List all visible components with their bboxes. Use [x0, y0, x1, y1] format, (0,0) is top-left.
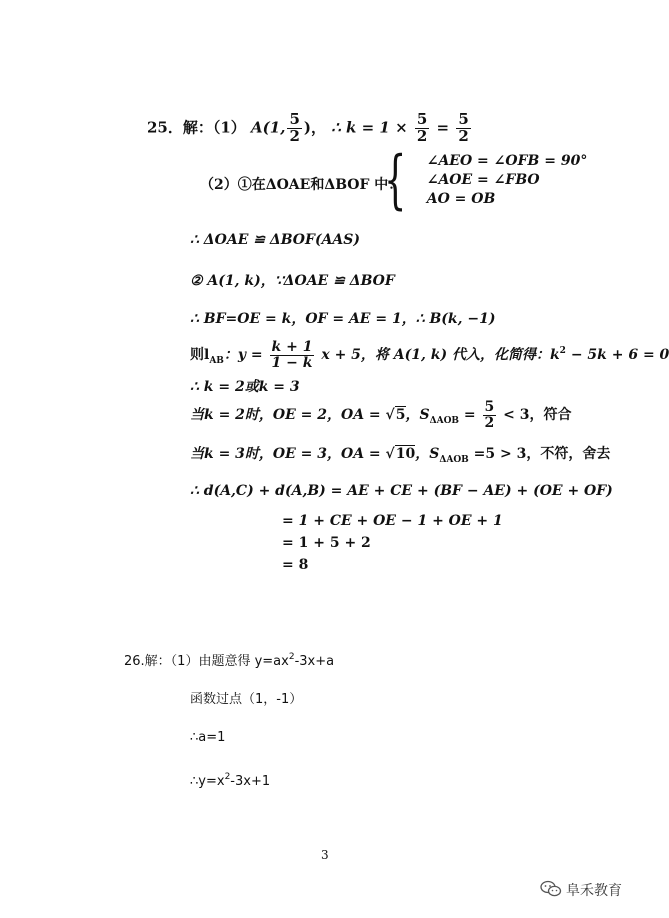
condition-system: [384, 143, 588, 217]
q25-point-a: A(1,: [251, 118, 286, 137]
q25-k-expression: ∴ k = 1 ×: [331, 118, 408, 137]
condition-angle-right: ∠AEO = ∠OFB = 90°: [426, 153, 588, 169]
fraction: $\frac{5}{2}$: [416, 110, 428, 145]
part2-step2: ② A(1, k)，∵ΔOAE ≌ ΔBOF: [190, 273, 395, 289]
brace-icon: {: [384, 143, 407, 217]
line-ab-equation: 则$l_{AB}$：y = $\frac{k + 1}{1 - k}$ x + 5，将 A(1, k) 代入，化简得：$k^2 - 5k + 6 = 0$: [190, 339, 669, 371]
bf-oe-line: ∴ BF=OE = k，OF = AE = 1，∴ B(k, −1): [190, 311, 496, 327]
q26-line-2: 函数过点（1，-1）: [190, 692, 303, 707]
case-k2: 当k = 2时，OE = 2，OA = √5，$S_{\Delta AOB}$ = $\frac{5}{2}$ < 3，符合: [190, 399, 572, 431]
distance-step-2: = 1 + 5 + 2: [282, 535, 371, 551]
case-k3: 当k = 3时，OE = 3，OA = √10，$S_{\Delta AOB} =5 > 3$，不符，舍去: [190, 446, 611, 465]
page-number: 3: [321, 848, 329, 862]
q26-line-4: $\therefore y=x^2-3x+1$: [190, 772, 271, 789]
q26-line-1: 26.解：（1）由题意得 $y=ax^2-3x+a$: [124, 652, 335, 669]
fraction: $\frac{5}{2}$: [289, 110, 300, 145]
sqrt-icon: √: [385, 446, 395, 462]
q25-part1-line: 25．解：（1） A(1, $\frac{5}{2}$ )， ∴ k = 1 × $\frac{5}{2}$ = $\frac{5}{2}$: [147, 110, 469, 145]
q26-line-3: ∴a=1: [190, 730, 226, 745]
brand-name: 阜禾教育: [566, 883, 622, 899]
distance-step-3: = 8: [282, 557, 309, 573]
sqrt-icon: √: [385, 407, 395, 424]
condition-angle-equal: ∠AOE = ∠FBO: [426, 172, 540, 188]
q25-part2-intro: （2）①在ΔOAE和ΔBOF 中：: [200, 177, 403, 193]
condition-side-equal: AO = OB: [426, 191, 496, 207]
brand-logo: [540, 880, 622, 902]
distance-step-1: = 1 + CE + OE − 1 + OE + 1: [282, 513, 503, 529]
fraction: $\frac{5}{2}$: [458, 110, 469, 145]
wechat-icon: [540, 880, 562, 902]
distance-sum-line: ∴ d(A,C) + d(A,B) = AE + CE + (BF − AE) + (OE + OF): [190, 483, 613, 499]
fraction: $\frac{k + 1}{1 - k}$: [271, 339, 313, 371]
condition-list: [427, 153, 588, 207]
q25-label: 25．解：（1）: [147, 118, 246, 137]
k-solutions: ∴ k = 2或k = 3: [190, 379, 300, 395]
congruence-statement: ∴ ΔOAE ≌ ΔBOF(AAS): [190, 232, 361, 248]
fraction: $\frac{5}{2}$: [484, 399, 495, 431]
